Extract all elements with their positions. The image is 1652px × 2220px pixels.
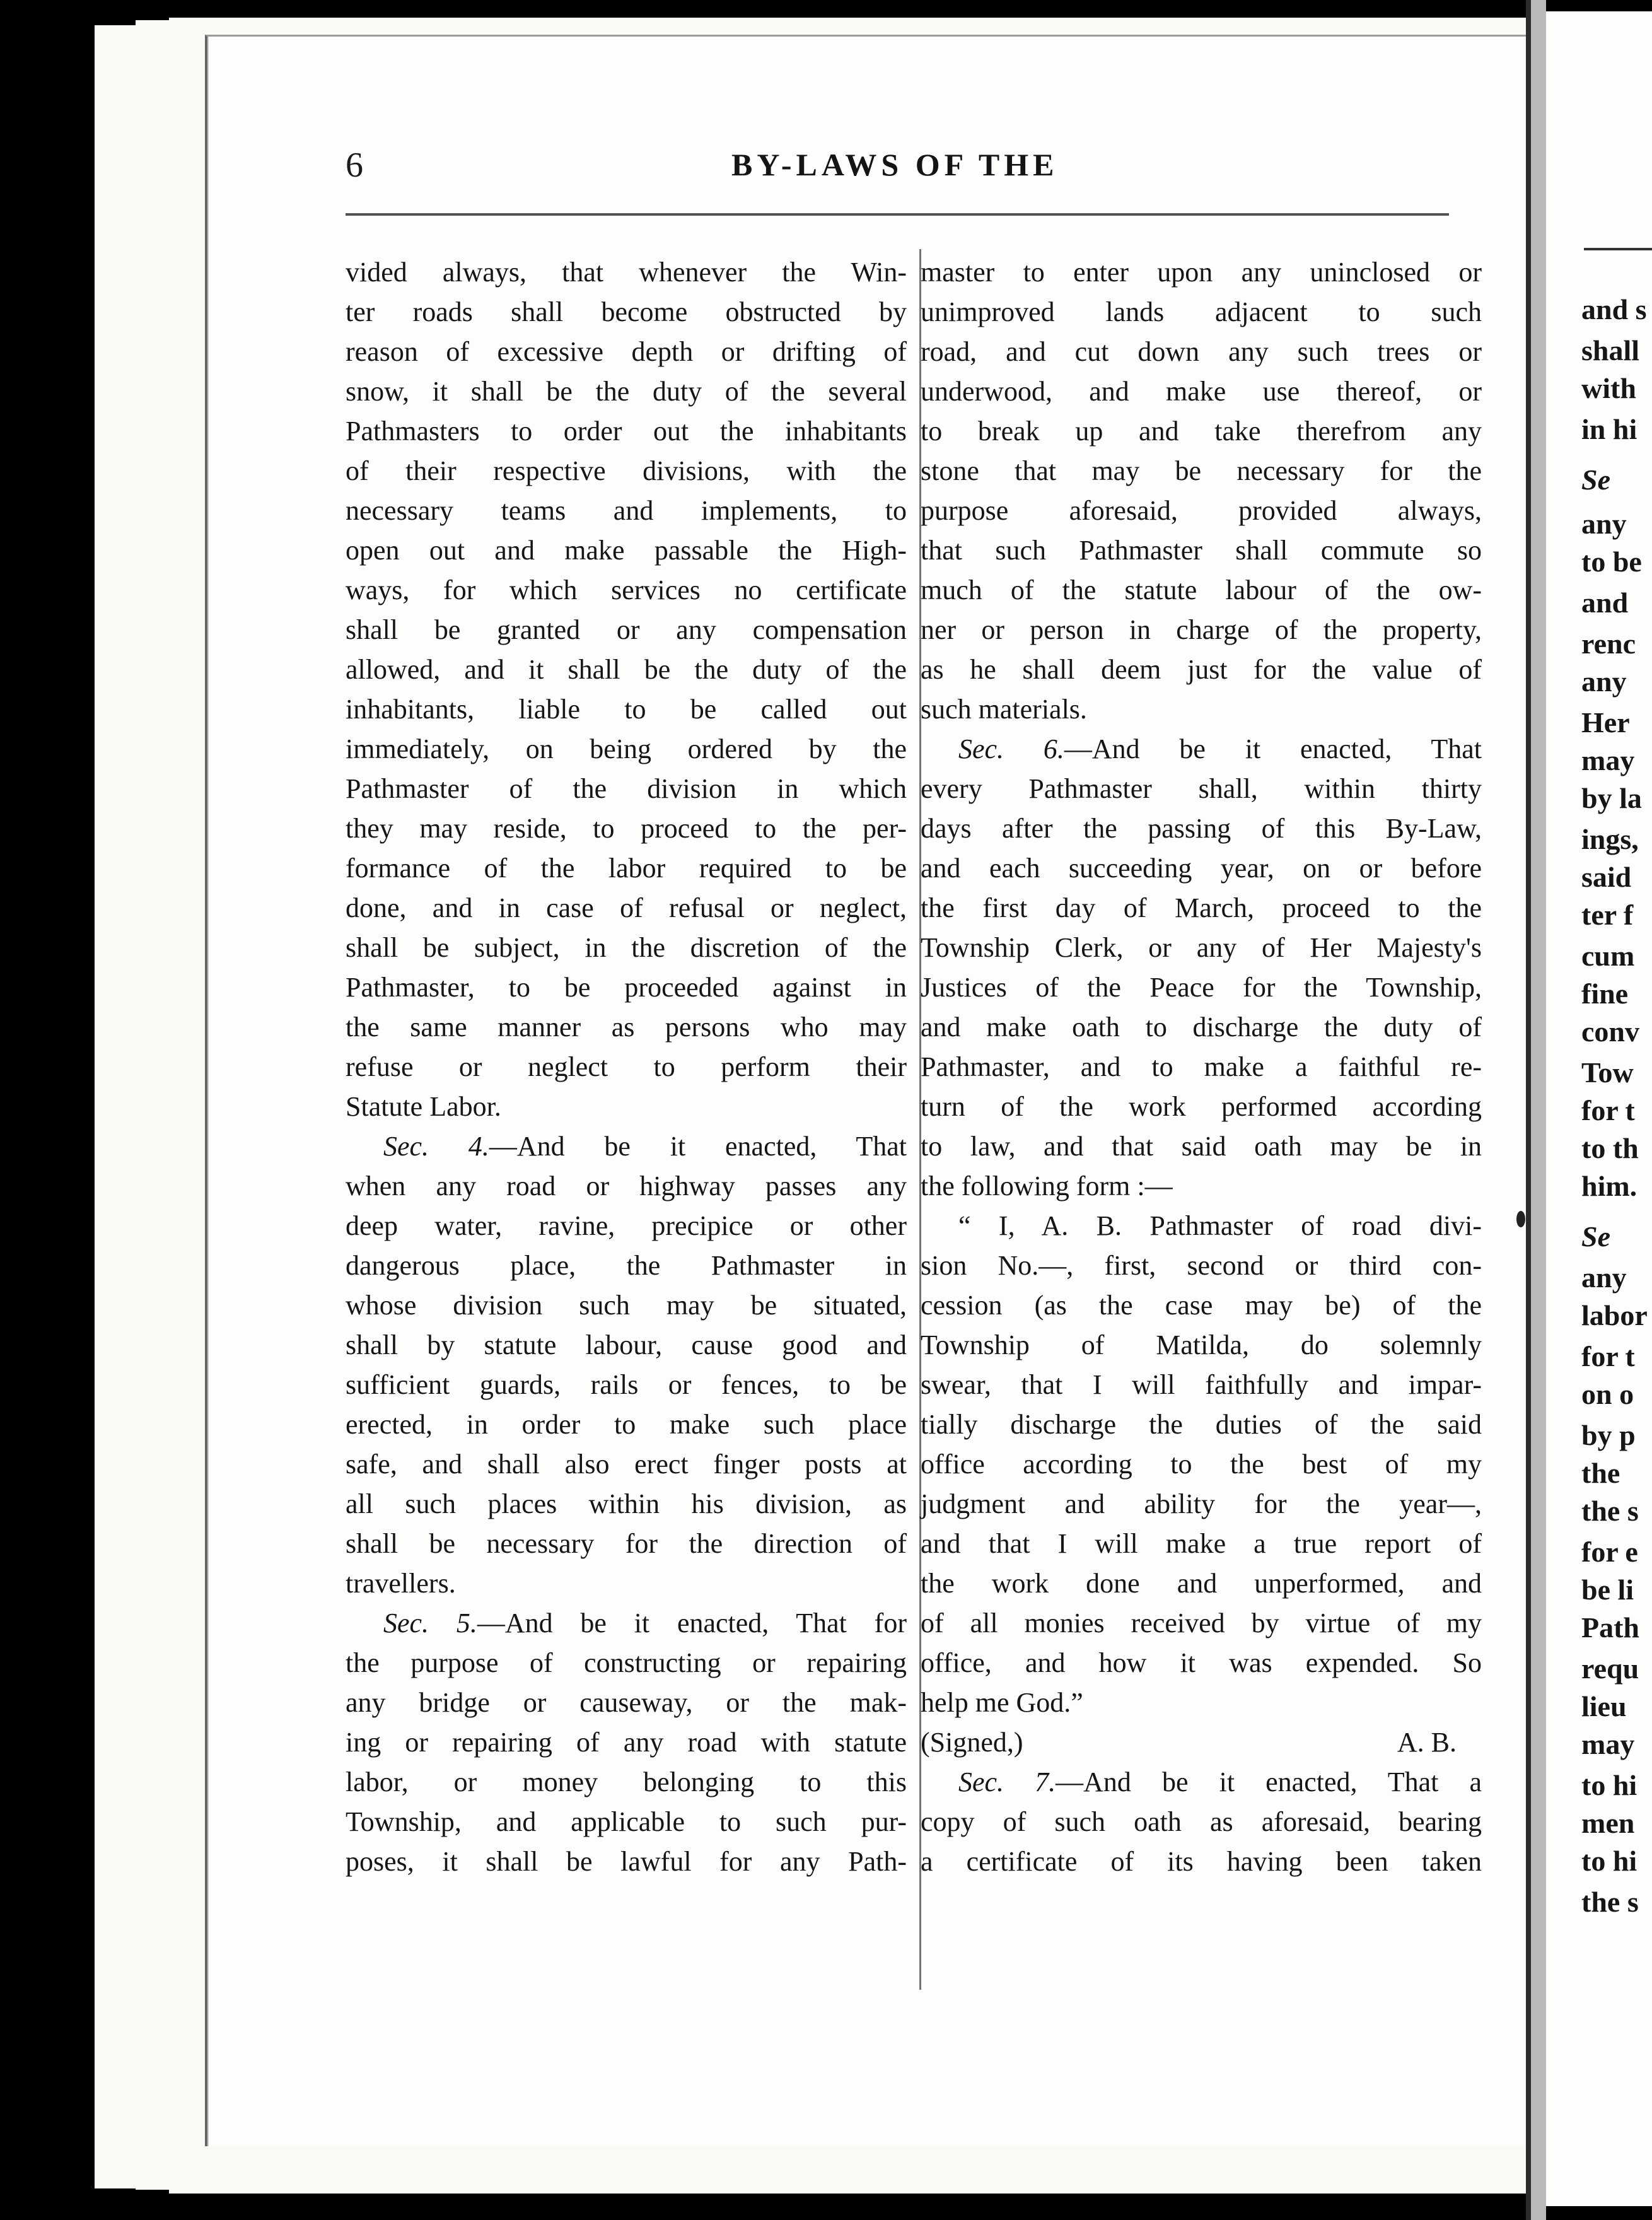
signed-label: (Signed,) [921, 1727, 1023, 1758]
line-text: underwood, and make use thereof, or [921, 376, 1482, 407]
facing-page-fragment: renc [1581, 628, 1636, 660]
text-line [921, 570, 1482, 610]
text-line [346, 809, 907, 848]
line-text: unimproved lands adjacent to such [921, 296, 1482, 327]
line-text: the first day of March, proceed to the [921, 892, 1482, 923]
text-line [921, 1484, 1482, 1524]
line-text: whose division such may be situated, [346, 1290, 907, 1321]
text-line [346, 928, 907, 967]
text-line [921, 1246, 1482, 1285]
line-text: purpose aforesaid, provided always, [921, 495, 1482, 526]
line-text: Township Clerk, or any of Her Majesty's [921, 932, 1482, 963]
facing-page-fragment: lieu [1581, 1690, 1627, 1722]
text-line [346, 1087, 907, 1126]
facing-page-fragment: may [1581, 1728, 1635, 1760]
text-line [346, 570, 907, 610]
line-text: to law, and that said oath may be in [921, 1131, 1482, 1162]
text-line [921, 1444, 1482, 1484]
text-line [346, 491, 907, 530]
line-text: cession (as the case may be) of the [921, 1290, 1482, 1321]
text-line [346, 1524, 907, 1563]
facing-page-fragment: to hi [1581, 1845, 1637, 1877]
text-line [346, 451, 907, 491]
facing-page-fragment: and [1581, 587, 1629, 619]
line-text: done, and in case of refusal or neglect, [346, 892, 907, 923]
facing-page-fragment: may [1581, 744, 1635, 776]
text-line [346, 1285, 907, 1325]
facing-page-fragment: the s [1581, 1495, 1639, 1527]
facing-page-fragment: Se [1581, 464, 1610, 496]
line-text: any bridge or causeway, or the mak- [346, 1687, 907, 1718]
line-text: and each succeeding year, on or before [921, 853, 1482, 884]
text-line [346, 530, 907, 570]
text-line [346, 1405, 907, 1444]
text-line [921, 1802, 1482, 1842]
line-text: labor, or money belonging to this [346, 1767, 907, 1797]
text-line [346, 1683, 907, 1722]
facing-page-fragment: said [1581, 861, 1632, 893]
line-text: the same manner as persons who may [346, 1012, 907, 1043]
line-text: sufficient guards, rails or fences, to be [346, 1369, 907, 1400]
line-text: a certificate of its having been taken [921, 1846, 1482, 1877]
line-text: necessary teams and implements, to [346, 495, 907, 526]
facing-page-fragment: ings, [1581, 823, 1639, 855]
line-text: Statute Labor. [346, 1091, 501, 1122]
line-text: —And be it enacted, That [489, 1131, 907, 1162]
line-text: Justices of the Peace for the Township, [921, 972, 1482, 1003]
text-line [346, 1643, 907, 1683]
line-text: road, and cut down any such trees or [921, 336, 1482, 367]
line-text: ing or repairing of any road with statute [346, 1727, 907, 1758]
text-line [921, 729, 1482, 769]
line-text: erected, in order to make such place [346, 1409, 907, 1440]
text-line [346, 1603, 907, 1643]
text-line [346, 1047, 907, 1087]
line-text: every Pathmaster shall, within thirty [921, 773, 1482, 804]
line-text: refuse or neglect to perform their [346, 1051, 907, 1082]
text-line [346, 1365, 907, 1405]
text-line [346, 1842, 907, 1881]
line-text: ner or person in charge of the property, [921, 614, 1482, 645]
facing-page-fragment: in hi [1581, 413, 1637, 445]
line-text: Township, and applicable to such pur- [346, 1806, 907, 1837]
facing-page-fragment: men [1581, 1807, 1635, 1839]
line-text: the purpose of constructing or repairing [346, 1647, 907, 1678]
line-text: and make oath to discharge the duty of [921, 1012, 1482, 1043]
text-line [921, 371, 1482, 411]
text-line [921, 1563, 1482, 1603]
facing-page-fragment: Tow [1581, 1056, 1634, 1089]
facing-page-fragment: to th [1581, 1132, 1639, 1164]
line-text: Pathmasters to order out the inhabitants [346, 416, 907, 447]
binding-gutter [1526, 0, 1531, 2220]
text-line [346, 411, 907, 451]
line-text: days after the passing of this By-Law, [921, 813, 1482, 844]
line-text: such materials. [921, 694, 1087, 725]
line-text: snow, it shall be the duty of the several [346, 376, 907, 407]
text-line [921, 967, 1482, 1007]
line-text: help me God.” [921, 1687, 1083, 1718]
facing-page-fragment: on o [1581, 1378, 1634, 1410]
text-line [921, 1206, 1482, 1246]
facing-page-fragment: conv [1581, 1015, 1639, 1048]
section-number: Sec. 6. [958, 733, 1064, 764]
text-line [921, 809, 1482, 848]
ink-blot [1516, 1211, 1525, 1227]
facing-page-fragment: any [1581, 665, 1627, 698]
text-line [346, 729, 907, 769]
text-line [921, 1285, 1482, 1325]
line-text: Pathmaster, to be proceeded against in [346, 972, 907, 1003]
line-text: Pathmaster of the division in which [346, 773, 907, 804]
line-text: shall be granted or any compensation [346, 614, 907, 645]
facing-page-fragment: the [1581, 1457, 1620, 1489]
text-line [921, 1405, 1482, 1444]
facing-page-fragment: the s [1581, 1886, 1639, 1918]
text-line [346, 1722, 907, 1762]
text-line [346, 1762, 907, 1802]
text-line [346, 1444, 907, 1484]
text-line [921, 1047, 1482, 1087]
line-text: of all monies received by virtue of my [921, 1608, 1482, 1639]
text-line [346, 371, 907, 411]
line-text: sion No.—, first, second or third con- [921, 1250, 1482, 1281]
text-line [346, 1246, 907, 1285]
text-line [921, 1603, 1482, 1643]
text-line [921, 689, 1482, 729]
text-line [346, 1802, 907, 1842]
text-line [921, 1842, 1482, 1881]
text-line [346, 650, 907, 689]
line-text: tially discharge the duties of the said [921, 1409, 1482, 1440]
line-text: ter roads shall become obstructed by [346, 296, 907, 327]
section-number: Sec. 5. [383, 1608, 477, 1639]
text-line [921, 610, 1482, 650]
facing-page-fragment: to hi [1581, 1769, 1637, 1801]
facing-page-fragment: Path [1581, 1611, 1639, 1644]
facing-page-fragment: with [1581, 372, 1636, 404]
text-line [346, 610, 907, 650]
line-text: office according to the best of my [921, 1449, 1482, 1480]
line-text: deep water, ravine, precipice or other [346, 1210, 907, 1241]
page-number: 6 [346, 146, 363, 185]
line-text: Township of Matilda, do solemnly [921, 1329, 1482, 1360]
line-text: the following form :— [921, 1171, 1173, 1201]
line-text: all such places within his division, as [346, 1488, 907, 1519]
facing-page-fragment: him. [1581, 1170, 1637, 1202]
line-text: “ I, A. B. Pathmaster of road divi- [958, 1210, 1482, 1241]
facing-page-fragment: any [1581, 1261, 1627, 1294]
text-line [346, 332, 907, 371]
line-text: shall by statute labour, cause good and [346, 1329, 907, 1360]
binding-shadow [1531, 0, 1546, 2220]
facing-page-fragment: Her [1581, 706, 1630, 739]
line-text: the work done and unperformed, and [921, 1568, 1482, 1599]
text-line [346, 888, 907, 928]
line-text: allowed, and it shall be the duty of the [346, 654, 907, 685]
line-text: when any road or highway passes any [346, 1171, 907, 1201]
facing-page-fragment: labor [1581, 1299, 1648, 1331]
line-text: shall be necessary for the direction of [346, 1528, 907, 1559]
text-line [921, 292, 1482, 332]
text-line [921, 252, 1482, 292]
line-text: swear, that I will faithfully and impar- [921, 1369, 1482, 1400]
text-line [346, 1007, 907, 1047]
header-rule [346, 213, 1449, 216]
line-text: open out and make passable the High- [346, 535, 907, 566]
text-line [921, 451, 1482, 491]
text-line [921, 1762, 1482, 1802]
text-line [921, 1524, 1482, 1563]
facing-page-rule [1584, 248, 1652, 250]
facing-page-fragment: to be [1581, 546, 1642, 578]
facing-page-fragment: ter f [1581, 899, 1634, 931]
line-text: judgment and ability for the year—, [921, 1488, 1482, 1519]
line-text: immediately, on being ordered by the [346, 733, 907, 764]
text-line [921, 769, 1482, 809]
section-number: Sec. 7. [958, 1767, 1056, 1797]
line-text: vided always, that whenever the Win- [346, 257, 907, 288]
line-text: Pathmaster, and to make a faithful re- [921, 1051, 1482, 1082]
facing-page-fragment: fine [1581, 978, 1629, 1010]
text-line [921, 1683, 1482, 1722]
text-line [346, 967, 907, 1007]
text-line [346, 1166, 907, 1206]
facing-page-fragment: cum [1581, 940, 1635, 972]
right-text-column [921, 252, 1482, 1881]
facing-page-fragment: and s [1581, 293, 1647, 325]
facing-page-fragment: for e [1581, 1536, 1638, 1568]
line-text: —And be it enacted, That for [477, 1608, 907, 1639]
text-line [346, 1206, 907, 1246]
text-line [346, 769, 907, 809]
text-line [921, 1365, 1482, 1405]
text-line [346, 292, 907, 332]
text-line [921, 1087, 1482, 1126]
text-line [921, 332, 1482, 371]
line-text: office, and how it was expended. So [921, 1647, 1482, 1678]
line-text: poses, it shall be lawful for any Path- [346, 1846, 907, 1877]
line-text: to break up and take therefrom any [921, 416, 1482, 447]
facing-page-fragment: be li [1581, 1574, 1634, 1606]
facing-page-fragment: by p [1581, 1419, 1636, 1451]
text-line [921, 1007, 1482, 1047]
text-line [921, 650, 1482, 689]
text-line [921, 1325, 1482, 1365]
text-line [346, 1126, 907, 1166]
line-text: —And be it enacted, That a [1056, 1767, 1482, 1797]
text-line [921, 1166, 1482, 1206]
text-line [346, 1484, 907, 1524]
line-text: —And be it enacted, That [1064, 733, 1482, 764]
running-head: BY-LAWS OF THE [731, 147, 1059, 182]
text-line [346, 1563, 907, 1603]
line-text: reason of excessive depth or drifting of [346, 336, 907, 367]
line-text: turn of the work performed according [921, 1091, 1482, 1122]
line-text: they may reside, to proceed to the per- [346, 813, 907, 844]
section-number: Sec. 4. [383, 1131, 489, 1162]
signatory-initials: A. B. [1397, 1727, 1457, 1758]
text-line [921, 928, 1482, 967]
line-text: ways, for which services no certificate [346, 575, 907, 605]
text-line [346, 1325, 907, 1365]
line-text: stone that may be necessary for the [921, 455, 1482, 486]
text-line [346, 689, 907, 729]
text-line [921, 491, 1482, 530]
line-text: safe, and shall also erect finger posts at [346, 1449, 907, 1480]
facing-page-fragment: requ [1581, 1652, 1639, 1685]
line-text: dangerous place, the Pathmaster in [346, 1250, 907, 1281]
facing-page-edge [1546, 11, 1652, 2206]
line-text: as he shall deem just for the value of [921, 654, 1482, 685]
line-text: that such Pathmaster shall commute so [921, 535, 1482, 566]
text-line [921, 848, 1482, 888]
line-text: inhabitants, liable to be called out [346, 694, 907, 725]
facing-page-fragment: shall [1581, 334, 1640, 366]
left-text-column [346, 252, 907, 1881]
signature-line [921, 1722, 1482, 1762]
facing-page-fragment: Se [1581, 1220, 1610, 1253]
facing-page-fragment: for t [1581, 1340, 1635, 1372]
line-text: and that I will make a true report of [921, 1528, 1482, 1559]
facing-page-fragment: any [1581, 508, 1627, 540]
line-text: copy of such oath as aforesaid, bearing [921, 1806, 1482, 1837]
text-line [346, 848, 907, 888]
text-line [921, 888, 1482, 928]
facing-page-fragment: for t [1581, 1094, 1635, 1126]
line-text: shall be subject, in the discretion of the [346, 932, 907, 963]
text-line [921, 1126, 1482, 1166]
line-text: of their respective divisions, with the [346, 455, 907, 486]
text-line [346, 252, 907, 292]
line-text: master to enter upon any uninclosed or [921, 257, 1482, 288]
text-line [921, 530, 1482, 570]
text-line [921, 1643, 1482, 1683]
facing-page-fragment: by la [1581, 782, 1642, 814]
line-text: travellers. [346, 1568, 456, 1599]
line-text: formance of the labor required to be [346, 853, 907, 884]
line-text: much of the statute labour of the ow- [921, 575, 1482, 605]
text-line [921, 411, 1482, 451]
